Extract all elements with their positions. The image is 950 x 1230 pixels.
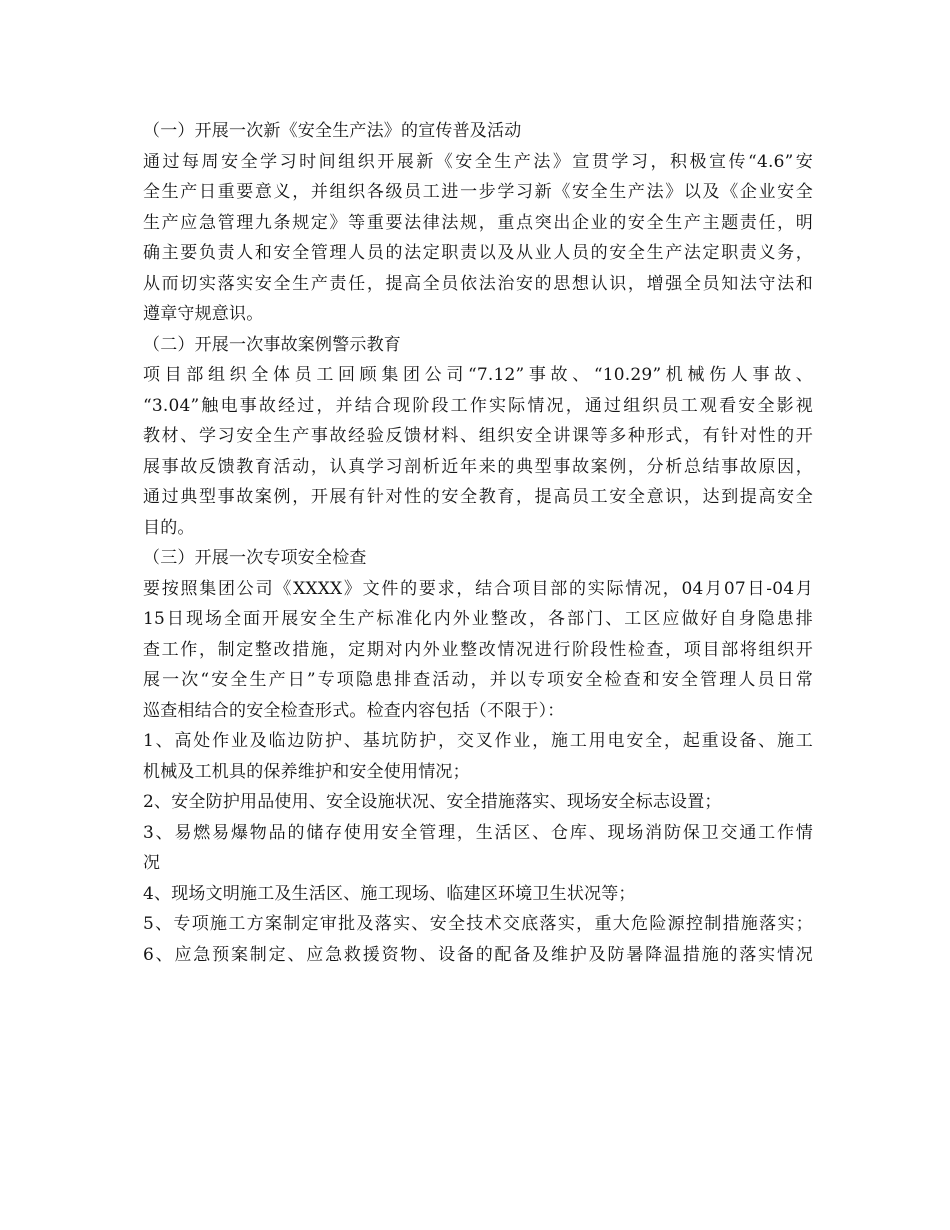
paragraph-line: 要按照集团公司《XXXX》文件的要求，结合项目部的实际情况，04月07日-04月 [143,578,813,599]
paragraph-line: 确主要负责人和安全管理人员的法定职责以及从业人员的安全生产法定职责义务， [143,243,813,263]
paragraph-line: 生产应急管理九条规定》等重要法律法规，重点突出企业的安全生产主题责任，明 [143,212,813,233]
document-body [143,116,813,970]
section-heading-2: （二）开展一次事故案例警示教育 [143,334,401,355]
list-item-3-continued: 况 [143,853,161,873]
paragraph-line: 目的。 [143,517,195,538]
paragraph-line: 查工作，制定整改措施，定期对内外业整改情况进行阶段性检查，项目部将组织开 [143,639,813,660]
paragraph-line: 教材、学习安全生产事故经验反馈材料、组织安全讲课等多种形式，有针对性的开 [143,426,813,446]
paragraph-line: 展一次“安全生产日”专项隐患排查活动，并以专项安全检查和安全管理人员日常 [143,670,813,690]
paragraph-line: “3.04”触电事故经过，并结合现阶段工作实际情况，通过组织员工观看安全影视 [143,395,813,416]
list-item-1: 1、高处作业及临边防护、基坑防护，交叉作业，施工用电安全，起重设备、施工 [143,731,813,751]
paragraph-line: 通过每周安全学习时间组织开展新《安全生产法》宣贯学习，积极宣传“4.6”安 [143,151,813,172]
list-item-6: 6、应急预案制定、应急救援资物、设备的配备及维护及防暑降温措施的落实情况 [143,944,813,965]
paragraph-line: 遵章守规意识。 [143,304,264,324]
section-heading-1: （一）开展一次新《安全生产法》的宣传普及活动 [143,121,522,141]
list-item-2: 2、安全防护用品使用、安全设施状况、安全措施落实、现场安全标志设置； [143,792,722,812]
list-item-3: 3、易燃易爆物品的储存使用安全管理，生活区、仓库、现场消防保卫交通工作情 [143,822,813,843]
list-item-5: 5、专项施工方案制定审批及落实、安全技术交底落实，重大危险源控制措施落实； [143,914,813,934]
paragraph-line: 15日现场全面开展安全生产标准化内外业整改，各部门、工区应做好自身隐患排 [143,609,813,629]
paragraph-line: 全生产日重要意义，并组织各级员工进一步学习新《安全生产法》以及《企业安全 [143,182,813,202]
paragraph-line: 从而切实落实安全生产责任，提高全员依法治安的思想认识，增强全员知法守法和 [143,273,813,294]
paragraph-line: 巡查相结合的安全检查形式。检查内容包括（不限于）： [143,700,565,721]
list-item-4: 4、现场文明施工及生活区、施工现场、临建区环境卫生状况等； [143,883,636,904]
paragraph-line: 通过典型事故案例，开展有针对性的安全教育，提高员工安全意识，达到提高安全 [143,487,813,507]
section-heading-3: （三）开展一次专项安全检查 [143,548,367,568]
paragraph-line: 展事故反馈教育活动，认真学习剖析近年来的典型事故案例，分析总结事故原因， [143,456,813,477]
list-item-1-continued: 机械及工机具的保养维护和安全使用情况； [143,761,470,782]
paragraph-line: 项目部组织全体员工回顾集团公司“7.12”事故、“10.29”机械伤人事故、 [143,365,813,385]
